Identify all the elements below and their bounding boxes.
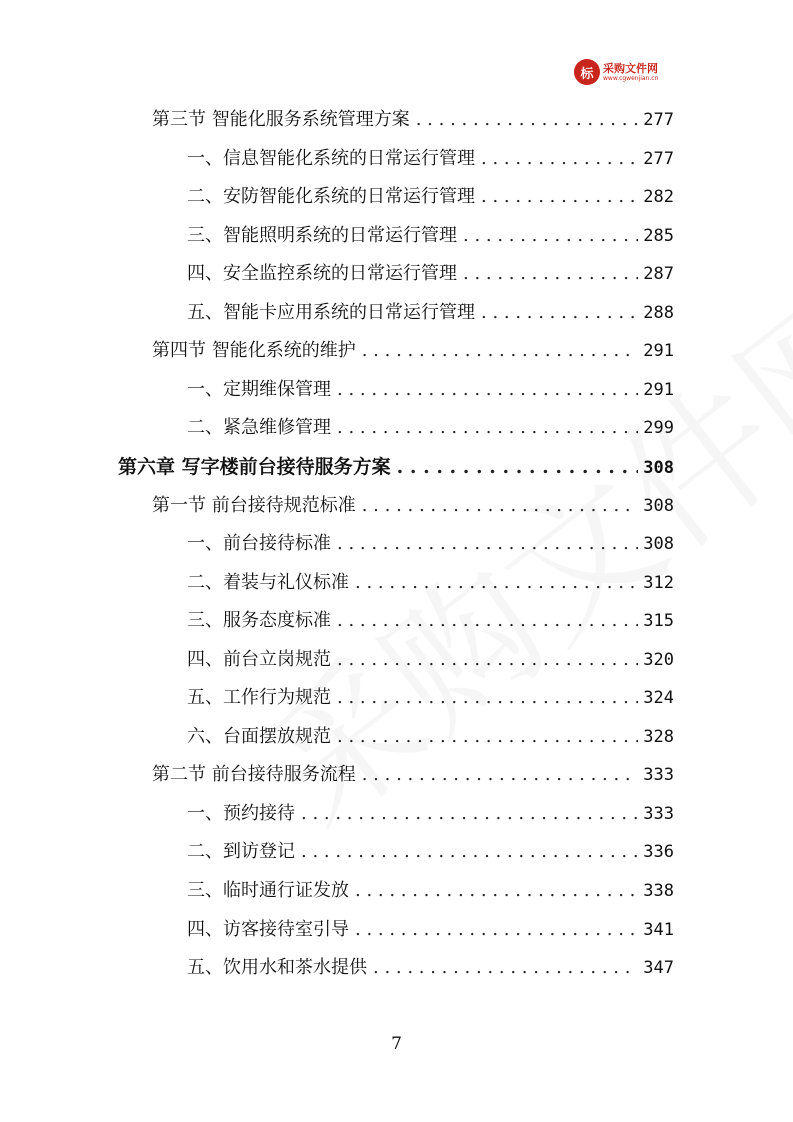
toc-entry-page: 288 — [643, 302, 674, 323]
toc-entry[interactable] — [187, 839, 674, 865]
toc-entry[interactable] — [187, 300, 674, 326]
toc-entry-page: 336 — [643, 842, 674, 863]
toc-entry-label: 第二节 前台接待服务流程 — [152, 764, 356, 786]
toc-entry-page: 287 — [643, 264, 674, 285]
toc-dot-leader — [397, 454, 638, 480]
toc-entry[interactable] — [187, 647, 674, 673]
toc-dot-leader — [355, 570, 638, 596]
toc-entry-page: 341 — [643, 919, 674, 940]
toc-dot-leader — [362, 762, 638, 788]
toc-dot-leader — [416, 107, 638, 133]
toc-dot-leader — [481, 146, 638, 172]
toc-entry-label: 第四节 智能化系统的维护 — [152, 340, 356, 362]
toc-entry-page: 320 — [643, 649, 674, 670]
logo-seal-icon: 标 — [574, 59, 600, 85]
toc-entry-label: 五、智能卡应用系统的日常运行管理 — [187, 301, 475, 323]
toc-entry[interactable] — [187, 570, 674, 596]
toc-entry[interactable] — [152, 493, 674, 519]
toc-dot-leader — [337, 685, 638, 711]
toc-dot-leader — [337, 531, 638, 557]
toc-entry-label: 一、定期维保管理 — [187, 378, 331, 400]
toc-entry-page: 308 — [643, 457, 674, 478]
toc-dot-leader — [337, 647, 638, 673]
toc-entry-label: 第六章 写字楼前台接待服务方案 — [118, 455, 391, 478]
toc-entry[interactable] — [187, 146, 674, 172]
toc-dot-leader — [362, 338, 638, 364]
toc-entry[interactable] — [187, 261, 674, 287]
toc-entry-label: 五、饮用水和茶水提供 — [187, 957, 367, 979]
toc-entry[interactable] — [187, 917, 674, 943]
toc-entry[interactable] — [187, 685, 674, 711]
toc-dot-leader — [337, 377, 638, 403]
toc-entry[interactable] — [187, 415, 674, 441]
toc-dot-leader — [337, 608, 638, 634]
toc-entry-label: 五、工作行为规范 — [187, 687, 331, 709]
toc-entry-label: 一、前台接待标准 — [187, 533, 331, 555]
toc-entry-page: 308 — [643, 495, 674, 516]
toc-entry-label: 第三节 智能化服务系统管理方案 — [152, 109, 410, 130]
toc-entry-page: 333 — [643, 803, 674, 824]
toc-entry-page: 277 — [643, 110, 674, 130]
toc-entry-label: 二、到访登记 — [187, 841, 295, 863]
toc-entry-page: 277 — [643, 148, 674, 169]
site-logo — [574, 58, 658, 86]
toc-entry-label: 二、安防智能化系统的日常运行管理 — [187, 186, 475, 208]
toc-dot-leader — [362, 493, 638, 519]
toc-dot-leader — [355, 917, 638, 943]
toc-entry[interactable] — [187, 608, 674, 634]
toc-entry-page: 282 — [643, 187, 674, 208]
toc-dot-leader — [481, 184, 638, 210]
toc-entry[interactable] — [187, 531, 674, 557]
toc-entry-label: 三、服务态度标准 — [187, 610, 331, 632]
toc-entry-page: 299 — [643, 418, 674, 439]
toc-dot-leader — [481, 300, 638, 326]
toc-dot-leader — [337, 415, 638, 441]
toc-entry-page: 291 — [643, 379, 674, 400]
toc-dot-leader — [301, 801, 638, 827]
toc-entry-label: 第一节 前台接待规范标准 — [152, 494, 356, 516]
toc-dot-leader — [463, 261, 638, 287]
toc-entry-page: 291 — [643, 341, 674, 362]
logo-url: www.cgwenjian.cn — [603, 74, 659, 82]
toc-entry-label: 三、临时通行证发放 — [187, 880, 349, 901]
toc-entry-label: 三、智能照明系统的日常运行管理 — [187, 224, 457, 246]
toc-dot-leader — [463, 223, 638, 249]
toc-entry-page: 312 — [643, 572, 674, 593]
toc-entry[interactable] — [152, 107, 674, 133]
logo-name: 采购文件网 — [603, 61, 658, 75]
toc-entry[interactable] — [152, 338, 674, 364]
toc-entry-page: 333 — [643, 765, 674, 786]
toc-entry[interactable] — [187, 184, 674, 210]
toc-entry-label: 二、着装与礼仪标准 — [187, 571, 349, 593]
toc-entry-label: 一、预约接待 — [187, 802, 295, 824]
toc-entry-label: 四、安全监控系统的日常运行管理 — [187, 263, 457, 285]
page-number: 7 — [391, 1034, 402, 1054]
toc-entry-label: 六、台面摆放规范 — [187, 725, 331, 747]
toc-entry[interactable] — [187, 223, 674, 249]
toc-dot-leader — [337, 724, 638, 750]
toc-entry-page: 324 — [643, 688, 674, 709]
toc-entry-page: 308 — [643, 534, 674, 555]
toc-entry-page: 315 — [643, 611, 674, 632]
logo-text — [603, 63, 658, 82]
toc-dot-leader — [301, 839, 638, 865]
toc-entry[interactable] — [187, 377, 674, 403]
toc-dot-leader — [373, 955, 638, 981]
toc-entry-page: 338 — [643, 881, 674, 901]
toc-entry-label: 一、信息智能化系统的日常运行管理 — [187, 147, 475, 169]
toc-entry[interactable] — [187, 724, 674, 750]
toc-entry[interactable] — [118, 454, 674, 480]
toc-entry[interactable] — [152, 762, 674, 788]
toc-entry-label: 二、紧急维修管理 — [187, 417, 331, 439]
toc-entry-page: 347 — [643, 958, 674, 979]
toc-dot-leader — [355, 878, 638, 904]
toc-entry[interactable] — [187, 801, 674, 827]
toc-entry-page: 285 — [643, 225, 674, 246]
toc-entry-page: 328 — [643, 726, 674, 747]
toc-entry[interactable] — [187, 955, 674, 981]
toc-entry-label: 四、前台立岗规范 — [187, 648, 331, 670]
toc-entry-label: 四、访客接待室引导 — [187, 918, 349, 940]
toc-entry[interactable] — [187, 878, 674, 904]
